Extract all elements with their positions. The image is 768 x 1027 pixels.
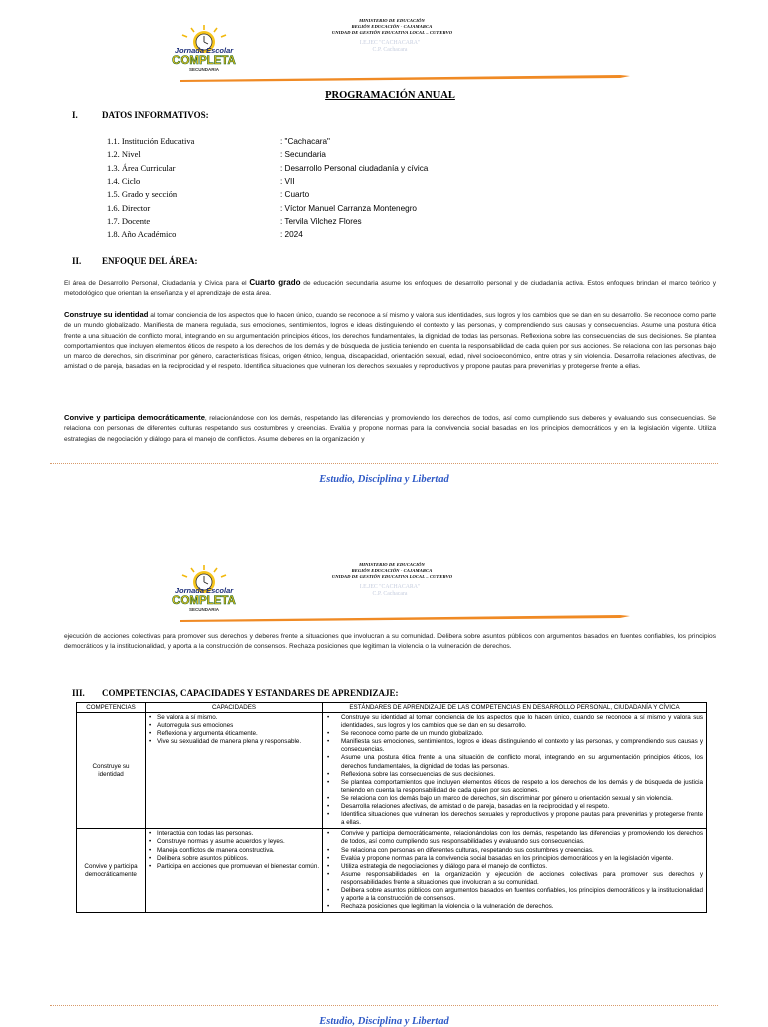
democracy-paragraph: Convive y participa democráticamente, relacionándose con los demás, respetando las diferencias y promoviendo los derechos de todos, así como cumpliendo sus deberes y evaluando sus consecuencias. Se relaciona con personas de diferentes culturas respetando sus costumbres y creencias. Evalúa y propone normas para la convivencia social basadas en los principios democráticos y en la legislación vigente. Utiliza estrategias de negociación y diálogo para el manejo de conflictos. Asume deberes en la organización y bbox=[64, 413, 716, 443]
identity-paragraph: Construye su identidad al tomar conciencia de los aspectos que lo hacen único, cuando se reconoce a sí mismo y valora sus identidades, sus logros y los cambios que se dan en su desarrollo. Se reconoce como parte de un mundo globalizado. Manifiesta de manera regulada, sus emociones, sentimientos, logros e ideas distinguiendo el contexto y las personas, y comprendiendo sus causas y consecuencias. Asume una postura ética frente a una situación de conflicto moral, integrando en su argumentación principios éticos, los derechos fundamentales, la dignidad de todas las personas. Reflexiona sobre las consecuencias de sus decisiones. Se plantea comportamientos que incluyen elementos éticos de respeto a los derechos de los demás y de búsqueda de justicia teniendo en cuenta la responsabilidad de cada quien por sus acciones. Se relaciona con las personas bajo un marco de derechos, sin discriminar por género, características físicas, origen étnico, lengua, discapacidad, orientación sexual, edad, nivel socioeconómico, entre otras y sin violencia. Desarrolla relaciones afectivas, de amistad o de pareja, basadas en la reciprocidad y el respeto. Identifica situaciones que vulneran los derechos sexuales y reproductivos y propone pautas para prevenirlas y protegerse frente a ellas. bbox=[64, 310, 716, 371]
info-value: : Secundaria bbox=[280, 150, 326, 160]
info-value: : Víctor Manuel Carranza Montenegro bbox=[280, 203, 417, 213]
standard-item: • Asume responsabilidades en la organización y ejecución de acciones colectivas para promover sus derechos y responsabilidades frente a situaciones que involucran a su comunidad. bbox=[325, 871, 703, 887]
col-header-competencies: COMPETENCIAS bbox=[77, 703, 146, 713]
school-logo bbox=[158, 23, 250, 73]
header-orange-rule bbox=[180, 74, 630, 84]
standard-item: • Se relaciona con los demás bajo un marco de derechos, sin discriminar por género u orientación sexual y sin violencia. bbox=[325, 795, 703, 803]
area-intro-paragraph: El área de Desarrollo Personal, Ciudadanía y Cívica para el Cuarto grado de educación secundaria asume los enfoques de desarrollo personal y de ciudadanía activa. Estos enfoques brindan el marco teórico y metodológico que orientan la enseñanza y el aprendizaje de esta área. bbox=[64, 278, 716, 298]
capacity-item: • Participa en acciones que promuevan el bienestar común. bbox=[148, 863, 320, 871]
table-row bbox=[77, 713, 707, 829]
svg-text:SECUNDARIA: SECUNDARIA bbox=[188, 607, 220, 612]
capacity-item: • Maneja conflictos de manera constructiva. bbox=[148, 847, 320, 855]
standard-item: • Asume una postura ética frente a una situación de conflicto moral, integrando en su argumentación principios éticos, los derechos fundamentales, la dignidad de todas las personas. bbox=[325, 754, 703, 770]
svg-text:Jornada Escolar: Jornada Escolar bbox=[174, 586, 234, 595]
info-value: : Tervila Vilchez Flores bbox=[280, 216, 362, 226]
standard-item: • Rechaza posiciones que legitiman la violencia o la vulneración de derechos. bbox=[325, 903, 703, 911]
info-row bbox=[107, 188, 309, 201]
standard-item: • Manifiesta sus emociones, sentimientos, logros e ideas distinguiendo el contexto y las personas, y comprendiendo sus causas y consecuencias. bbox=[325, 738, 703, 754]
info-row bbox=[107, 175, 295, 188]
info-row bbox=[107, 148, 326, 161]
header-ministry: MINISTERIO DE EDUCACIÓN bbox=[359, 18, 425, 23]
info-row bbox=[107, 215, 362, 228]
standard-item: • Delibera sobre asuntos públicos con argumentos basados en fuentes confiables, los principios democráticos y la institucionalidad y aporte a la construcción de consensos. bbox=[325, 887, 703, 903]
capacity-item: • Se valora a sí mismo. bbox=[148, 714, 320, 722]
header-institution bbox=[262, 18, 522, 37]
section-1-title: I. DATOS INFORMATIVOS: bbox=[72, 110, 209, 120]
footer-rule-page2 bbox=[50, 1005, 718, 1006]
header-institution-page2: MINISTERIO DE EDUCACIÓN REGIÓN EDUCACIÓN - CAJAMARCA UNIDAD DE GESTIÓN EDUCATIVA LOCAL – CUTERVO bbox=[331, 562, 453, 580]
standard-item: • Convive y participa democráticamente, relacionándolas con los demás, respetando las diferencias y promoviendo los derechos de todos, así como cumpliendo sus responsabilidades y evaluando sus consecuencias. bbox=[325, 830, 703, 846]
standard-item: • Utiliza estrategia de negociaciones y diálogo para el manejo de conflictos. bbox=[325, 863, 703, 871]
info-value: : VII bbox=[280, 176, 295, 186]
capacity-item: • Construye normas y asume acuerdos y leyes. bbox=[148, 838, 320, 846]
capacity-item: • Vive su sexualidad de manera plena y responsable. bbox=[148, 738, 320, 746]
capacity-item: • Delibera sobre asuntos públicos. bbox=[148, 855, 320, 863]
democracy-paragraph-continued: ejecución de acciones colectivas para promover sus derechos y deberes frente a situaciones que involucran a su comunidad. Delibera sobre asuntos públicos con argumentos basados en fuentes confiables, los principios democráticos y la institucionalidad, y aporta a la construcción de consensos. Rechaza posiciones que legitiman la violencia o la vulneración de derechos. bbox=[64, 633, 716, 651]
capacities-cell bbox=[146, 713, 323, 829]
standards-cell bbox=[323, 713, 707, 829]
info-label: 1.1. Institución Educativa bbox=[107, 136, 195, 146]
info-row bbox=[107, 228, 303, 241]
info-label: 1.4. Ciclo bbox=[107, 175, 141, 186]
info-label: 1.2. Nivel bbox=[107, 149, 141, 160]
info-label: 1.3. Área Curricular bbox=[107, 162, 176, 173]
section-3-title: III. COMPETENCIAS, CAPACIDADES Y ESTANDARES DE APRENDIZAJE: bbox=[72, 688, 399, 698]
header-ghost-text: I.E.JEC "CACHACARA" C.P. Cachacara bbox=[359, 40, 421, 53]
standard-item: • Evalúa y propone normas para la convivencia social basadas en los principios democráticos y en la legislación vigente. bbox=[325, 855, 703, 863]
standard-item: • Se relaciona con personas en diferentes culturas, respetando sus costumbres y creencias. bbox=[325, 847, 703, 855]
standards-cell bbox=[323, 829, 707, 913]
header-ghost-text-page2: I.E.JEC "CACHACARA" C.P. Cachacara bbox=[359, 584, 421, 597]
info-label: 1.8. Año Académico bbox=[107, 229, 177, 240]
standard-item: • Se plantea comportamientos que incluyen elementos éticos de respeto a los derechos de los demás y de búsqueda de justicia teniendo en cuenta la responsabilidad de cada quien por sus acciones. bbox=[325, 779, 703, 795]
competence-name: Construye su identidad bbox=[77, 713, 146, 829]
col-header-standards: ESTÁNDARES DE APRENDIZAJE DE LAS COMPETENCIAS EN DESARROLLO PERSONAL, CIUDADANÍA Y CÍVICA bbox=[323, 703, 707, 713]
section-2-title: II. ENFOQUE DEL ÁREA: bbox=[72, 256, 198, 266]
header-region: REGIÓN EDUCACIÓN - CAJAMARCA bbox=[351, 24, 433, 30]
info-row bbox=[107, 135, 330, 148]
footer-rule bbox=[50, 463, 718, 464]
info-label: 1.7. Docente bbox=[107, 215, 151, 226]
standard-item: • Construye su identidad al tomar conciencia de los aspectos que lo hacen único, cuando se reconoce a sí mismo y valora sus identidades, sus logros y los cambios que se dan en su desarrollo. bbox=[325, 714, 703, 730]
svg-text:COMPLETA: COMPLETA bbox=[172, 595, 236, 607]
svg-text:COMPLETA: COMPLETA bbox=[172, 55, 236, 67]
standard-item: • Reflexiona sobre las consecuencias de sus decisiones. bbox=[325, 771, 703, 779]
standard-item: • Desarrolla relaciones afectivas, de amistad o de pareja, basadas en la reciprocidad y el respeto. bbox=[325, 803, 703, 811]
info-row bbox=[107, 162, 428, 175]
svg-text:SECUNDARIA: SECUNDARIA bbox=[188, 67, 220, 72]
info-value: : Cuarto bbox=[280, 190, 310, 200]
info-value: : Desarrollo Personal ciudadanía y cívica bbox=[280, 163, 429, 173]
capacity-item: • Autorregula sus emociones bbox=[148, 722, 320, 730]
page-title: PROGRAMACIÓN ANUAL bbox=[325, 90, 455, 101]
capacities-cell bbox=[146, 829, 323, 913]
header-orange-rule-page2 bbox=[180, 614, 630, 624]
competence-name: Convive y participa democráticamente bbox=[77, 829, 146, 913]
footer-motto: Estudio, Disciplina y Libertad bbox=[319, 474, 449, 485]
footer-motto-page2: Estudio, Disciplina y Libertad bbox=[319, 1016, 449, 1027]
info-label: 1.6. Director bbox=[107, 202, 151, 213]
table-header-row bbox=[77, 703, 707, 713]
standard-item: • Se reconoce como parte de un mundo globalizado. bbox=[325, 730, 703, 738]
info-value: : "Cachacara" bbox=[280, 137, 330, 146]
school-logo-page2 bbox=[158, 563, 250, 613]
standard-item: • Identifica situaciones que vulneran los derechos sexuales y reproductivos y propone pautas para prevenirlas y protegerse frente a ellas. bbox=[325, 811, 703, 827]
competencies-table bbox=[76, 702, 707, 913]
header-ugel: UNIDAD DE GESTIÓN EDUCATIVA LOCAL – CUTERVO bbox=[331, 30, 453, 36]
info-row bbox=[107, 202, 417, 215]
table-row bbox=[77, 829, 707, 913]
info-value: : 2024 bbox=[280, 230, 303, 240]
info-label: 1.5. Grado y sección bbox=[107, 189, 178, 200]
capacity-item: • Reflexiona y argumenta éticamente. bbox=[148, 730, 320, 738]
col-header-capacities: CAPACIDADES bbox=[146, 703, 323, 713]
svg-text:Jornada Escolar: Jornada Escolar bbox=[174, 46, 234, 55]
capacity-item: • Interactúa con todas las personas. bbox=[148, 830, 320, 838]
